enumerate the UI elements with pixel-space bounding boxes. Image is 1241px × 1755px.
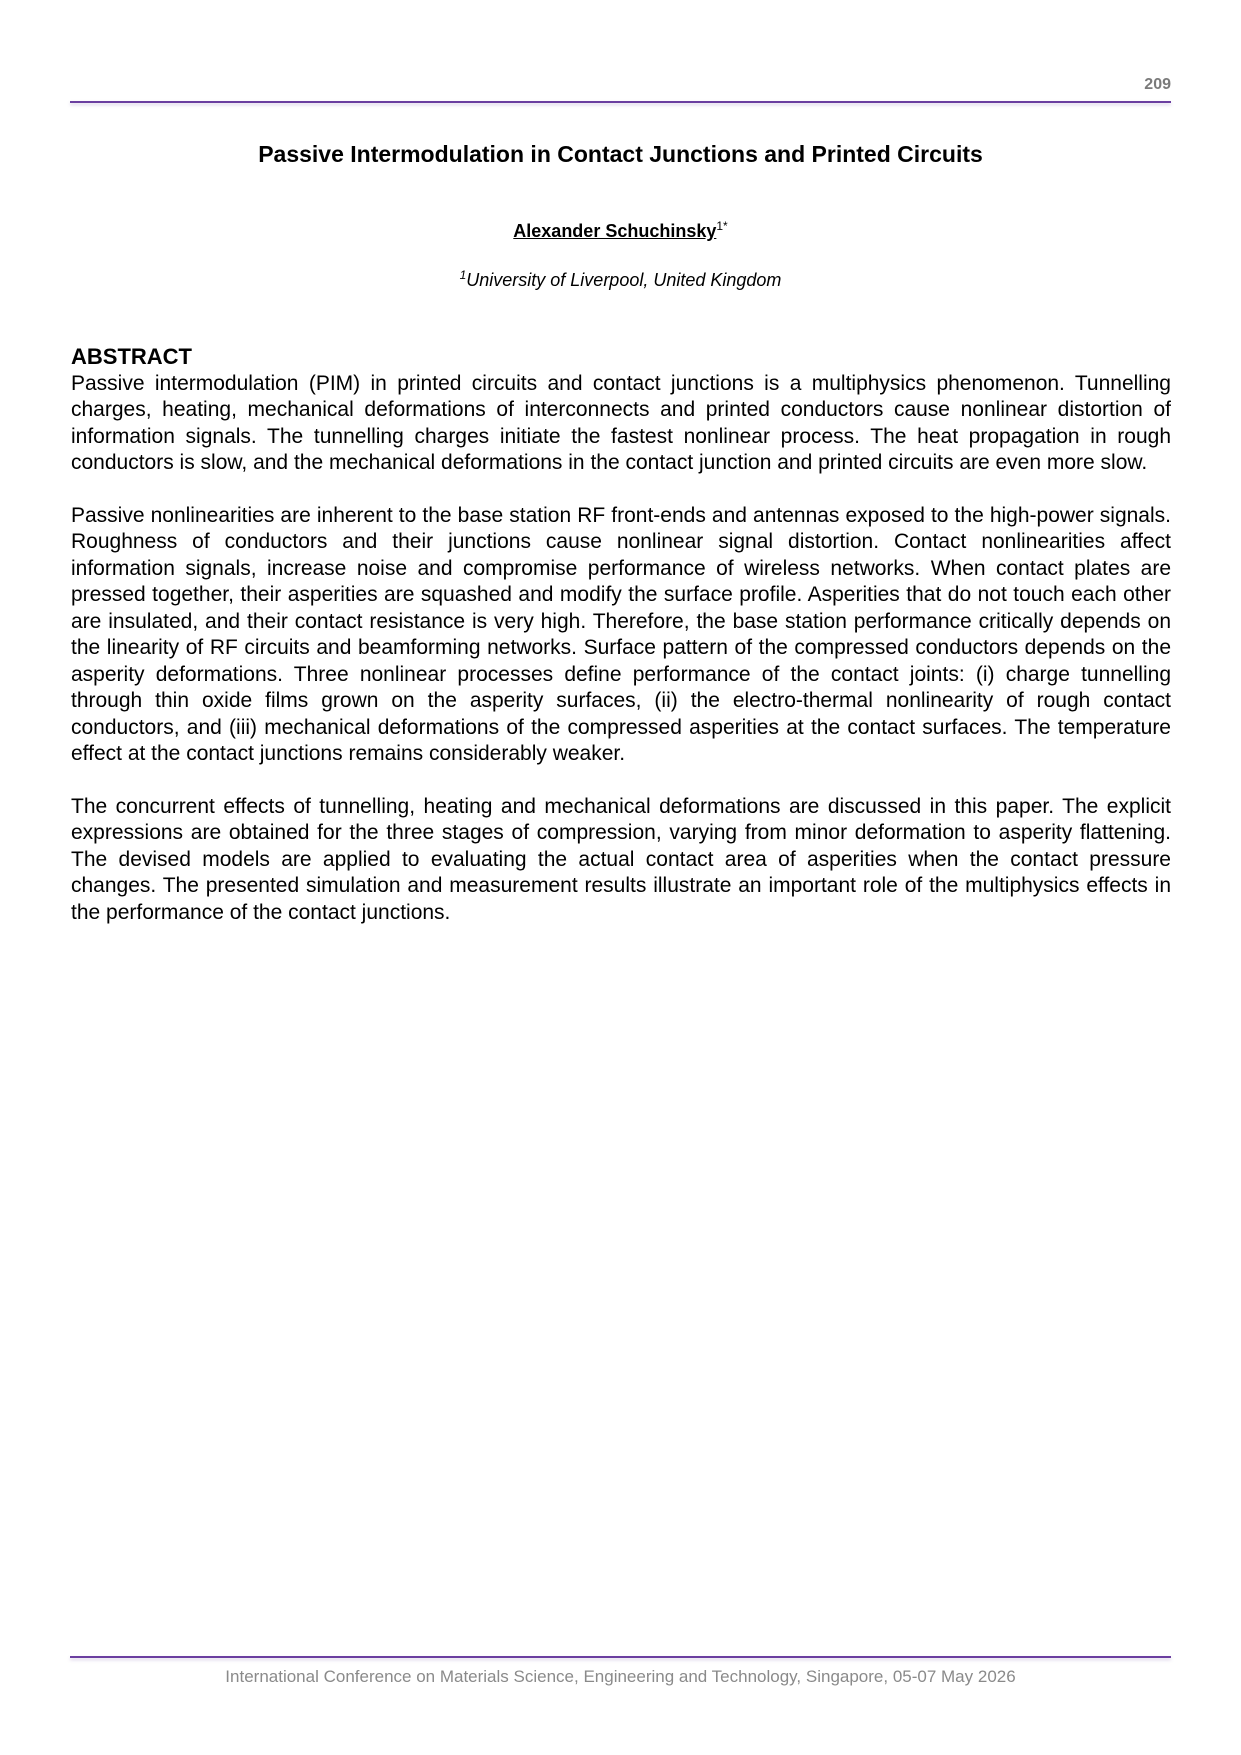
footer-text: International Conference on Materials Science, Engineering and Technology, Singapore, 05-07 May 2026	[225, 1667, 1016, 1686]
abstract-paragraph: The concurrent effects of tunnelling, heating and mechanical deformations are discussed in this paper. The explicit expressions are obtained for the three stages of compression, varying from minor deformation to asperity flattening. The devised models are applied to evaluating the actual contact area of asperities when the contact pressure changes. The presented simulation and measurement results illustrate an important role of the multiphysics effects in the performance of the contact junctions.	[71, 794, 1171, 924]
header-rule	[70, 101, 1171, 103]
abstract-paragraph: Passive intermodulation (PIM) in printed circuits and contact junctions is a multiphysics phenomenon. Tunnelling charges, heating, mechanical deformations of interconnects and printed conductors cause nonlinear distortion of information signals. The tunnelling charges initiate the fastest nonlinear process. The heat propagation in rough conductors is slow, and the mechanical deformations in the contact junction and printed circuits are even more slow.	[71, 371, 1171, 474]
abstract-paragraph: Passive nonlinearities are inherent to the base station RF front-ends and antennas exposed to the high-power signals. Roughness of conductors and their junctions cause nonlinear signal distortion. Contact nonlinearities affect information signals, increase noise and compromise performance of wireless networks. When contact plates are pressed together, their asperities are squashed and modify the surface profile. Asperities that do not touch each other are insulated, and their contact resistance is very high. Therefore, the base station performance critically depends on the linearity of RF circuits and beamforming networks. Surface pattern of the compressed conductors depends on the asperity deformations. Three nonlinear processes define performance of the contact joints: (i) charge tunnelling through thin oxide films grown on the asperity surfaces, (ii) the electro-thermal nonlinearity of rough contact conductors, and (iii) mechanical deformations of the compressed asperities at the contact surfaces. The temperature effect at the contact junctions remains considerably weaker.	[71, 503, 1171, 765]
author-marker: 1*	[716, 219, 728, 233]
abstract-section	[71, 344, 1171, 952]
affiliation-text: University of Liverpool, United Kingdom	[466, 270, 782, 290]
abstract-heading: ABSTRACT	[71, 344, 192, 369]
author-name: Alexander Schuchinsky	[513, 221, 717, 241]
paper-title: Passive Intermodulation in Contact Junctions and Printed Circuits	[258, 141, 983, 167]
affiliation-line	[70, 270, 1171, 291]
page-number: 209	[1144, 76, 1171, 93]
affiliation-marker: 1	[459, 268, 467, 282]
footer-rule	[70, 1656, 1171, 1658]
author-line	[70, 221, 1171, 242]
